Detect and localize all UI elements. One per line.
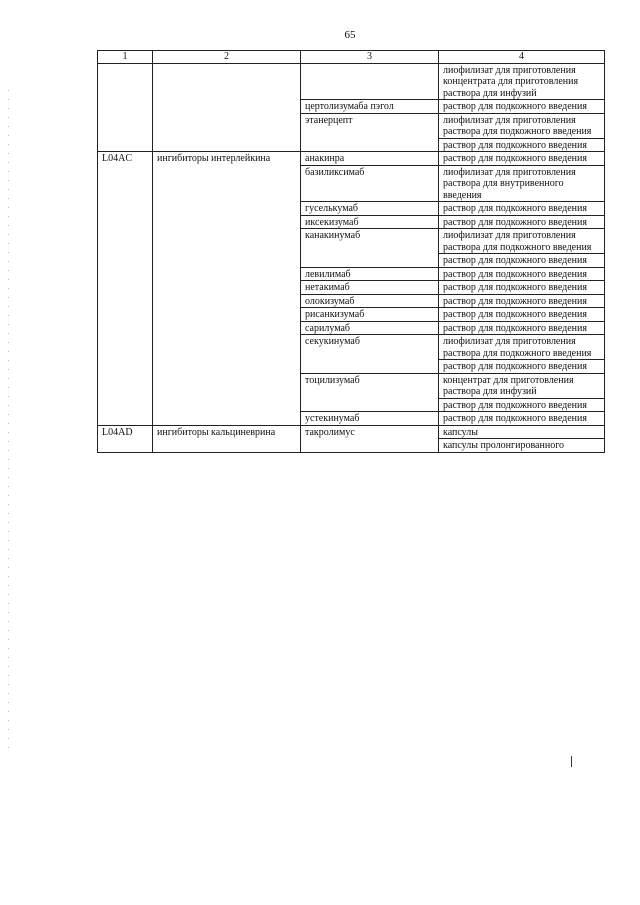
pharmacological-group-cell: ингибиторы интерлейкина — [153, 152, 301, 426]
drug-name-cell: нетакимаб — [301, 281, 439, 295]
table-row — [98, 63, 605, 100]
dosage-form-cell: раствор для подкожного введения — [439, 308, 605, 322]
medication-table — [97, 50, 605, 453]
dosage-form-cell: раствор для подкожного введения — [439, 398, 605, 412]
drug-name-cell: левилимаб — [301, 267, 439, 281]
column-header-1: 1 — [98, 51, 153, 64]
dosage-form-cell: раствор для подкожного введения — [439, 294, 605, 308]
dosage-form-cell: лиофилизат для приготовления концентрата для приготовления раствора для инфузий — [439, 63, 605, 100]
atc-code-cell: L04AC — [98, 152, 153, 426]
drug-name-cell: олокизумаб — [301, 294, 439, 308]
dosage-form-cell: раствор для подкожного введения — [439, 360, 605, 374]
atc-code-cell: L04AD — [98, 425, 153, 452]
drug-name-cell: такролимус — [301, 425, 439, 452]
dosage-form-cell: раствор для подкожного введения — [439, 254, 605, 268]
dosage-form-cell: раствор для подкожного введения — [439, 215, 605, 229]
drug-name-cell — [301, 63, 439, 100]
drug-name-cell: сарилумаб — [301, 321, 439, 335]
drug-name-cell: цертолизумаба пэгол — [301, 100, 439, 114]
pharmacological-group-cell — [153, 63, 301, 152]
drug-name-cell: тоцилизумаб — [301, 373, 439, 412]
drug-name-cell: канакинумаб — [301, 229, 439, 268]
dosage-form-cell: капсулы пролонгированного — [439, 439, 605, 453]
table-row — [98, 152, 605, 166]
dosage-form-cell: лиофилизат для приготовления раствора для подкожного введения — [439, 229, 605, 254]
drug-name-cell: секукинумаб — [301, 335, 439, 374]
drug-name-cell: рисанкизумаб — [301, 308, 439, 322]
column-header-4: 4 — [439, 51, 605, 64]
dosage-form-cell: лиофилизат для приготовления раствора для подкожного введения — [439, 335, 605, 360]
dosage-form-cell: раствор для подкожного введения — [439, 267, 605, 281]
dosage-form-cell: концентрат для приготовления раствора для инфузий — [439, 373, 605, 398]
table-body — [98, 63, 605, 452]
drug-name-cell: устекинумаб — [301, 412, 439, 426]
dosage-form-cell: раствор для подкожного введения — [439, 138, 605, 152]
dosage-form-cell: лиофилизат для приготовления раствора для подкожного введения — [439, 113, 605, 138]
drug-name-cell: гуселькумаб — [301, 202, 439, 216]
table-row — [98, 425, 605, 439]
margin-mark — [571, 756, 572, 767]
dosage-form-cell: раствор для подкожного введения — [439, 412, 605, 426]
header-row — [98, 51, 605, 64]
dosage-form-cell: раствор для подкожного введения — [439, 281, 605, 295]
dosage-form-cell: раствор для подкожного введения — [439, 202, 605, 216]
pharmacological-group-cell: ингибиторы кальциневрина — [153, 425, 301, 452]
atc-code-cell — [98, 63, 153, 152]
dosage-form-cell: раствор для подкожного введения — [439, 321, 605, 335]
drug-name-cell: этанерцепт — [301, 113, 439, 152]
column-header-2: 2 — [153, 51, 301, 64]
drug-name-cell: иксекизумаб — [301, 215, 439, 229]
column-header-3: 3 — [301, 51, 439, 64]
drug-name-cell: анакинра — [301, 152, 439, 166]
scan-artifact — [8, 90, 9, 750]
dosage-form-cell: лиофилизат для приготовления раствора для внутривенного введения — [439, 165, 605, 202]
drug-name-cell: базиликсимаб — [301, 165, 439, 202]
dosage-form-cell: раствор для подкожного введения — [439, 100, 605, 114]
dosage-form-cell: раствор для подкожного введения — [439, 152, 605, 166]
dosage-form-cell: капсулы — [439, 425, 605, 439]
page-number: 65 — [344, 29, 356, 41]
